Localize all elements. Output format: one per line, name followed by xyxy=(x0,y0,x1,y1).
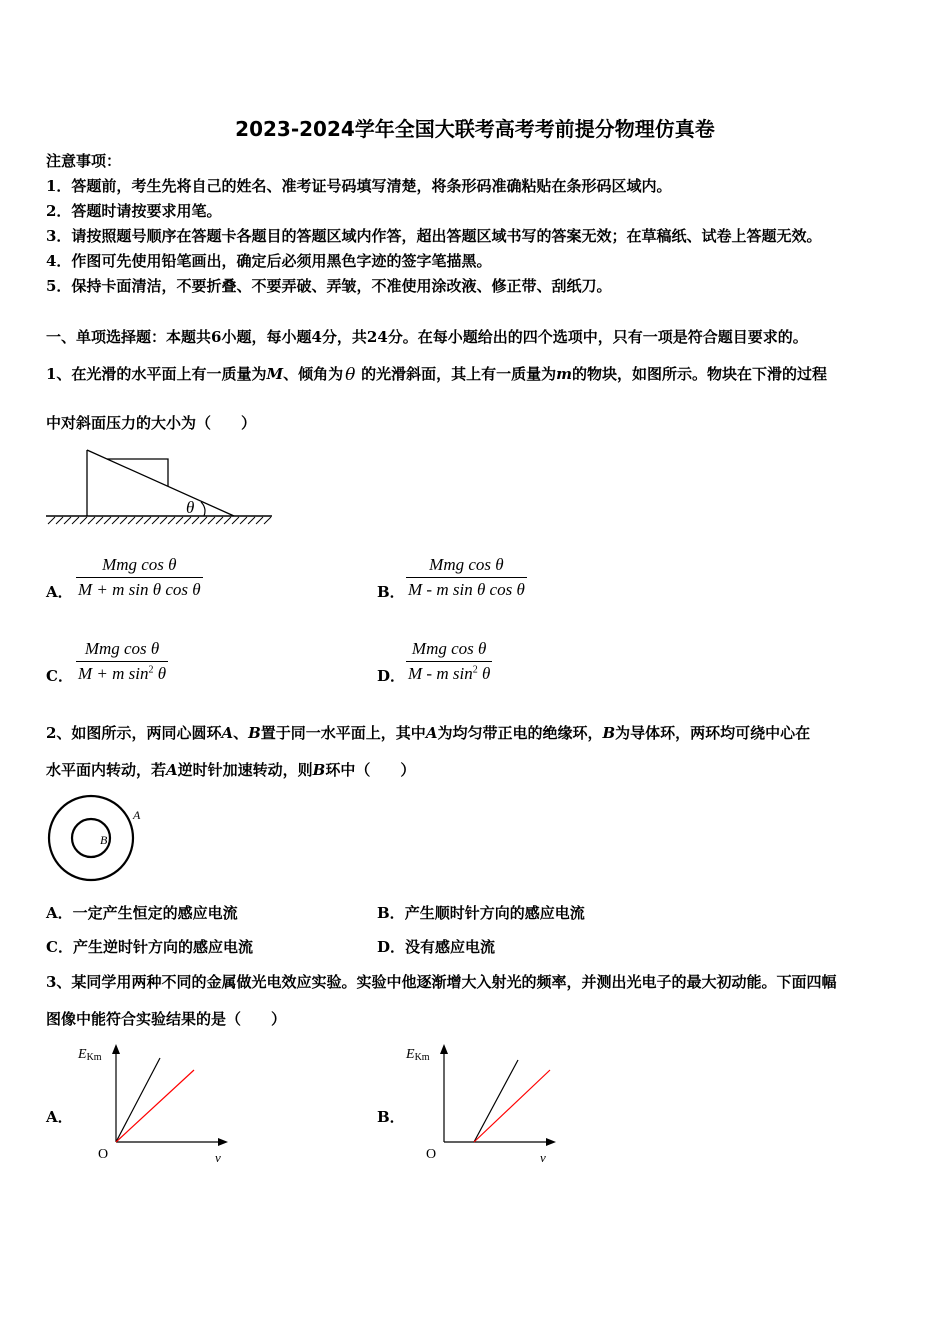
q1-stem-line1: 1、在光滑的水平面上有一质量为M、倾角为 θ 的光滑斜面，其上有一质量为m的物块，如图所示。物块在下滑的过程 xyxy=(46,365,827,385)
q1-option-d-fraction xyxy=(406,639,492,684)
q1-option-c-denominator: M + m $\sin^2 \theta$ xyxy=(76,661,168,684)
q2-option-a: A．一定产生恒定的感应电流 xyxy=(46,904,238,922)
q3-graph-b-line-red xyxy=(474,1070,550,1142)
q3-option-b-label: B． xyxy=(377,1108,405,1126)
notice-item-4: 4．作图可先使用铅笔画出，确定后必须用黑色字迹的签字笔描黑。 xyxy=(46,252,492,270)
q1-option-c-numerator: Mmg cos θ xyxy=(84,639,160,658)
q3-graph-b-ylabel: EKm xyxy=(406,1047,430,1063)
q3-graph-b-xlabel: ν xyxy=(540,1150,546,1165)
ring-b-label: B xyxy=(100,833,108,847)
page-title: 2023-2024学年全国大联考高考考前提分物理仿真卷 xyxy=(235,117,715,141)
q3-graph-a-y-arrow xyxy=(112,1044,120,1054)
q3-graph-a-x-arrow xyxy=(218,1138,228,1146)
q3-graph-a-ylabel: EKm xyxy=(78,1047,102,1063)
q2-stem-line2: 水平面内转动，若A逆时针加速转动，则B环中（ ） xyxy=(46,761,416,779)
notice-heading: 注意事项： xyxy=(46,152,122,170)
q1-option-b-denominator: M - m sin θ cos θ xyxy=(406,577,527,600)
q3-graph-a-xlabel: ν xyxy=(215,1150,221,1165)
q3-graph-b-origin: O xyxy=(426,1147,437,1162)
q1-option-a-fraction xyxy=(76,555,203,600)
q1-incline-figure xyxy=(44,444,284,534)
q1-figure-theta: θ xyxy=(186,498,195,517)
q3-graph-a-line-red xyxy=(116,1070,194,1142)
section-heading: 一、单项选择题：本题共6小题，每小题4分，共24分。在每小题给出的四个选项中，只有一项是符合题目要求的。 xyxy=(46,328,808,346)
q2-option-b: B．产生顺时针方向的感应电流 xyxy=(377,904,585,922)
q1-stem-line2: 中对斜面压力的大小为（ ） xyxy=(46,414,257,432)
notice-item-2: 2．答题时请按要求用笔。 xyxy=(46,202,222,220)
q1-option-d-denominator: M - m $\sin^2 \theta$ xyxy=(406,661,492,684)
q1-option-a-label: A． xyxy=(46,583,73,601)
notice-item-1: 1．答题前，考生先将自己的姓名、准考证号码填写清楚，将条形码准确粘贴在条形码区域内。 xyxy=(46,177,672,195)
q2-stem-line1: 2、如图所示，两同心圆环A、B置于同一水平面上，其中A为均匀带正电的绝缘环，B为导体环，两环均可绕中心在 xyxy=(46,724,811,742)
ring-a-label: A xyxy=(133,808,141,822)
q3-stem-line1: 3、某同学用两种不同的金属做光电效应实验。实验中他逐渐增大入射光的频率，并测出光电子的最大初动能。下面四幅 xyxy=(46,973,837,991)
q1-option-c-fraction xyxy=(76,639,168,684)
q2-option-d: D．没有感应电流 xyxy=(377,938,496,956)
q1-option-a-denominator: M + m sin θ cos θ xyxy=(76,577,203,600)
q3-graph-b-x-arrow xyxy=(546,1138,556,1146)
q3-graph-a xyxy=(74,1040,244,1170)
q2-rings-figure xyxy=(44,792,154,892)
q3-graph-b xyxy=(402,1040,572,1170)
q2-option-c: C．产生逆时针方向的感应电流 xyxy=(46,938,253,956)
theta-symbol: θ xyxy=(345,365,356,385)
ground-hatching xyxy=(48,517,271,524)
notice-item-3: 3．请按照题号顺序在答题卡各题目的答题区域内作答，超出答题区域书写的答案无效；在草稿纸、试卷上答题无效。 xyxy=(46,227,822,245)
q3-graph-a-line-black xyxy=(116,1058,160,1142)
q3-graph-b-y-arrow xyxy=(440,1044,448,1054)
q3-option-a-label: A． xyxy=(46,1108,73,1126)
q1-option-b-label: B． xyxy=(377,583,405,601)
q3-graph-a-origin: O xyxy=(98,1147,109,1162)
q1-option-d-numerator: Mmg cos θ xyxy=(411,639,487,658)
q1-option-a-numerator: Mmg cos θ xyxy=(102,555,177,574)
q1-option-b-fraction xyxy=(406,555,527,600)
q3-stem-line2: 图像中能符合实验结果的是（ ） xyxy=(46,1010,287,1028)
notice-item-5: 5．保持卡面清洁，不要折叠、不要弄破、弄皱，不准使用涂改液、修正带、刮纸刀。 xyxy=(46,277,612,295)
q1-option-b-numerator: Mmg cos θ xyxy=(429,555,504,574)
q1-option-d-label: D． xyxy=(377,667,406,685)
q1-option-c-label: C． xyxy=(46,667,73,685)
q3-graph-b-line-black xyxy=(474,1060,518,1142)
